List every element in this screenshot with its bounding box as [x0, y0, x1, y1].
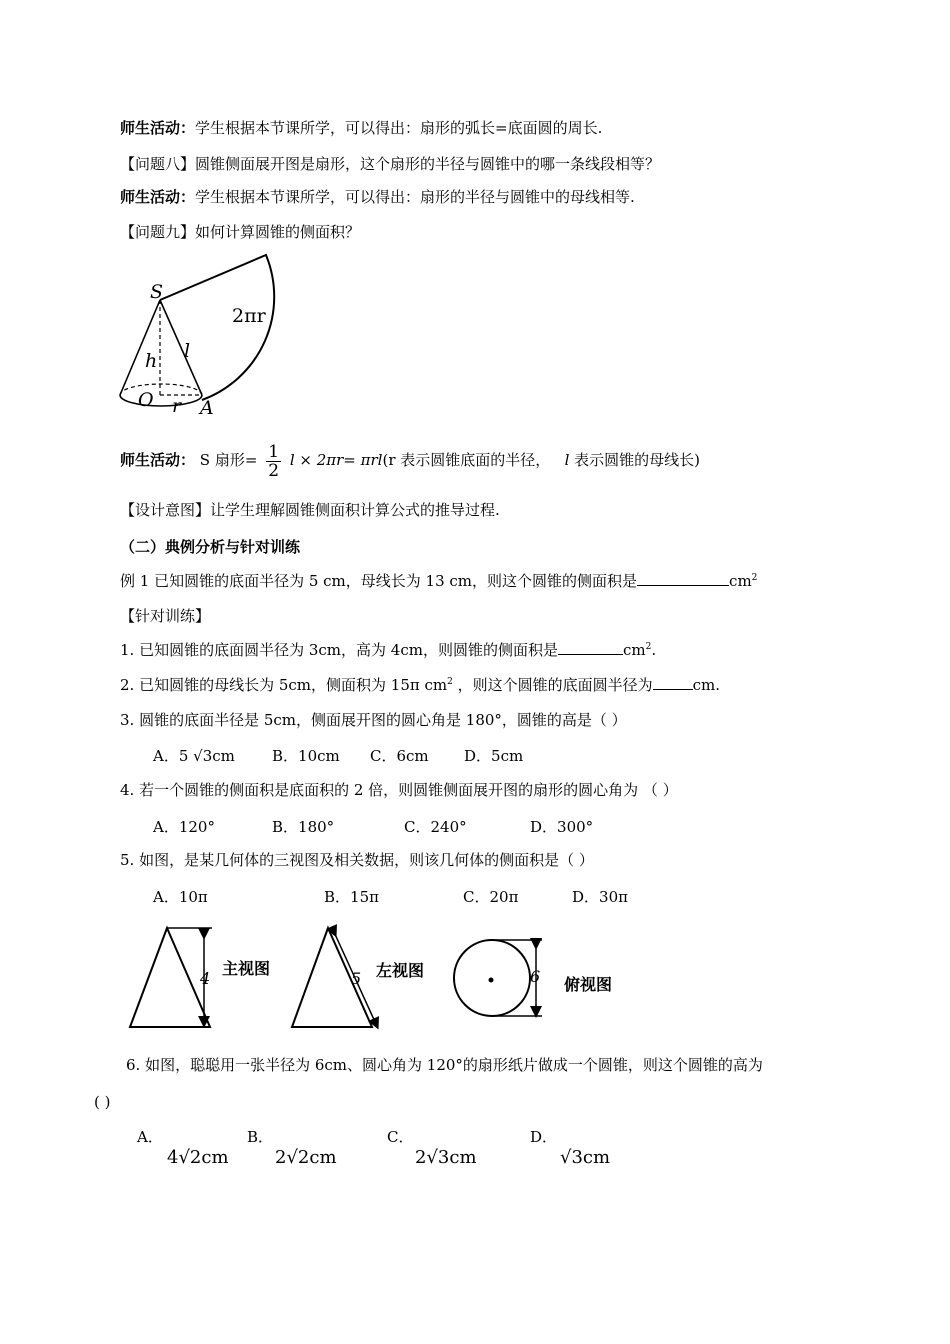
label-2pir: 2πr — [232, 305, 266, 327]
cone-left-side — [120, 300, 160, 395]
top-view-dim: 6 — [530, 967, 541, 986]
formula-expr: l × 2πr= — [289, 451, 356, 469]
cone-base-front — [120, 395, 202, 406]
question-9: 【问题九】如何计算圆锥的侧面积？ — [120, 223, 361, 241]
label-S: S — [150, 281, 164, 303]
cone-base-back — [120, 384, 202, 395]
design-intent: 【设计意图】让学生理解圆锥侧面积计算公式的推导过程. — [120, 501, 500, 519]
option-label: B． — [247, 1128, 274, 1146]
activity-label: 师生活动： — [120, 188, 196, 206]
top-view-center — [489, 978, 494, 983]
formula-prefix: S 扇形= — [199, 451, 258, 469]
p3-option-d: D．5cm — [464, 747, 524, 765]
label-A: A — [200, 397, 214, 419]
option-label: A． — [137, 1128, 163, 1146]
formula-note-2: 表示圆锥的母线长) — [574, 451, 701, 469]
unit: cm — [729, 572, 752, 590]
option-label: D． — [530, 1128, 558, 1146]
three-views-figure — [120, 920, 620, 1035]
p4-option-a: A．120° — [153, 818, 215, 836]
p6-option-a — [137, 1126, 229, 1168]
question-8: 【问题八】圆锥侧面展开图是扇形，这个扇形的半径与圆锥中的哪一条线段相等？ — [120, 155, 661, 173]
problem-3: 3. 圆锥的底面半径是 5cm，侧面展开图的圆心角是 180°，圆锥的高是（ ） — [120, 711, 627, 729]
p5-option-b: B．15π — [324, 888, 379, 906]
activity-label: 师生活动： — [120, 119, 196, 137]
sector-outline — [160, 255, 274, 400]
problem-1 — [120, 640, 656, 660]
p3-option-a — [153, 745, 235, 766]
answer-blank — [558, 640, 623, 655]
problem-6-paren: ( ) — [94, 1093, 111, 1111]
activity-line-1 — [120, 118, 602, 138]
label-r: r — [172, 395, 182, 417]
front-view-triangle — [130, 928, 210, 1027]
option-value: √3cm — [560, 1147, 611, 1168]
problem-6: 6. 如图，聪聪用一张半径为 6cm、圆心角为 120°的扇形纸片做成一个圆锥，则这个圆锥的高为 — [126, 1056, 763, 1074]
training-title: 【针对训练】 — [120, 607, 211, 625]
p5-option-d: D．30π — [572, 888, 628, 906]
fraction-numerator: 1 — [268, 441, 280, 462]
p4-option-c: C．240° — [404, 818, 467, 836]
unit-sup: 2 — [645, 642, 652, 652]
front-view-dim: 4 — [200, 969, 211, 988]
answer-blank — [653, 675, 693, 690]
p6-option-d — [530, 1126, 611, 1168]
p5-option-a: A．10π — [153, 888, 208, 906]
activity-label: 师生活动： — [120, 451, 196, 469]
formula-note-1: (r 表示圆锥底面的半径， — [382, 451, 551, 469]
unit: cm — [622, 641, 646, 659]
p4-option-d: D．300° — [530, 818, 594, 836]
activity-line-2 — [120, 187, 635, 207]
cone-right-side — [160, 300, 202, 395]
p3-option-c: C．6cm — [370, 747, 429, 765]
cone-sector-figure — [112, 250, 282, 420]
option-value: 2√3cm — [415, 1147, 477, 1168]
left-view-dim: 5 — [351, 969, 362, 988]
answer-blank — [637, 571, 729, 586]
option-value: 2√2cm — [275, 1147, 337, 1168]
fraction-one-half — [266, 443, 281, 480]
label-l: l — [184, 340, 191, 362]
option-label: C． — [387, 1128, 414, 1146]
problem-text: 1. 已知圆锥的底面圆半径为 3cm，高为 4cm，则圆锥的侧面积是 — [120, 641, 558, 659]
p5-option-c: C．20π — [463, 888, 519, 906]
option-value: 4√2cm — [167, 1147, 229, 1168]
top-view-label: 俯视图 — [564, 975, 613, 994]
p6-option-b — [247, 1126, 337, 1168]
problem-2 — [120, 675, 720, 695]
option-label: A．5 — [153, 747, 189, 765]
front-view-label: 主视图 — [222, 959, 271, 978]
option-radical: √3cm — [193, 747, 235, 765]
p3-option-b: B．10cm — [272, 747, 340, 765]
p6-option-c — [387, 1126, 477, 1168]
unit-sup: 2 — [447, 677, 453, 687]
example-text: 例 1 已知圆锥的底面半径为 5 cm，母线长为 13 cm，则这个圆锥的侧面积是 — [120, 572, 638, 590]
problem-end: . — [651, 641, 657, 659]
formula-note-l: l — [564, 451, 570, 469]
example-1 — [120, 571, 757, 591]
p4-option-b: B．180° — [272, 818, 335, 836]
label-h: h — [145, 350, 158, 372]
activity-text: 学生根据本节课所学，可以得出：扇形的半径与圆锥中的母线相等. — [195, 188, 635, 206]
left-view-label: 左视图 — [376, 961, 425, 980]
fraction-denominator: 2 — [268, 460, 280, 481]
problem-4: 4. 若一个圆锥的侧面积是底面积的 2 倍，则圆锥侧面展开图的扇形的圆心角为 （ ） — [120, 781, 678, 799]
formula-line — [120, 440, 700, 480]
problem-5: 5. 如图，是某几何体的三视图及相关数据，则该几何体的侧面积是（ ） — [120, 851, 594, 869]
formula-result: πrl — [360, 451, 383, 469]
section-title: （二）典例分析与针对训练 — [120, 538, 301, 556]
label-O: O — [138, 389, 154, 411]
unit-sup: 2 — [751, 573, 758, 583]
problem-text: 2. 已知圆锥的母线长为 5cm，侧面积为 15π cm — [120, 676, 448, 694]
problem-end: cm. — [692, 676, 721, 694]
activity-text: 学生根据本节课所学，可以得出：扇形的弧长=底面圆的周长. — [195, 119, 603, 137]
problem-mid: ，则这个圆锥的底面圆半径为 — [452, 676, 653, 694]
